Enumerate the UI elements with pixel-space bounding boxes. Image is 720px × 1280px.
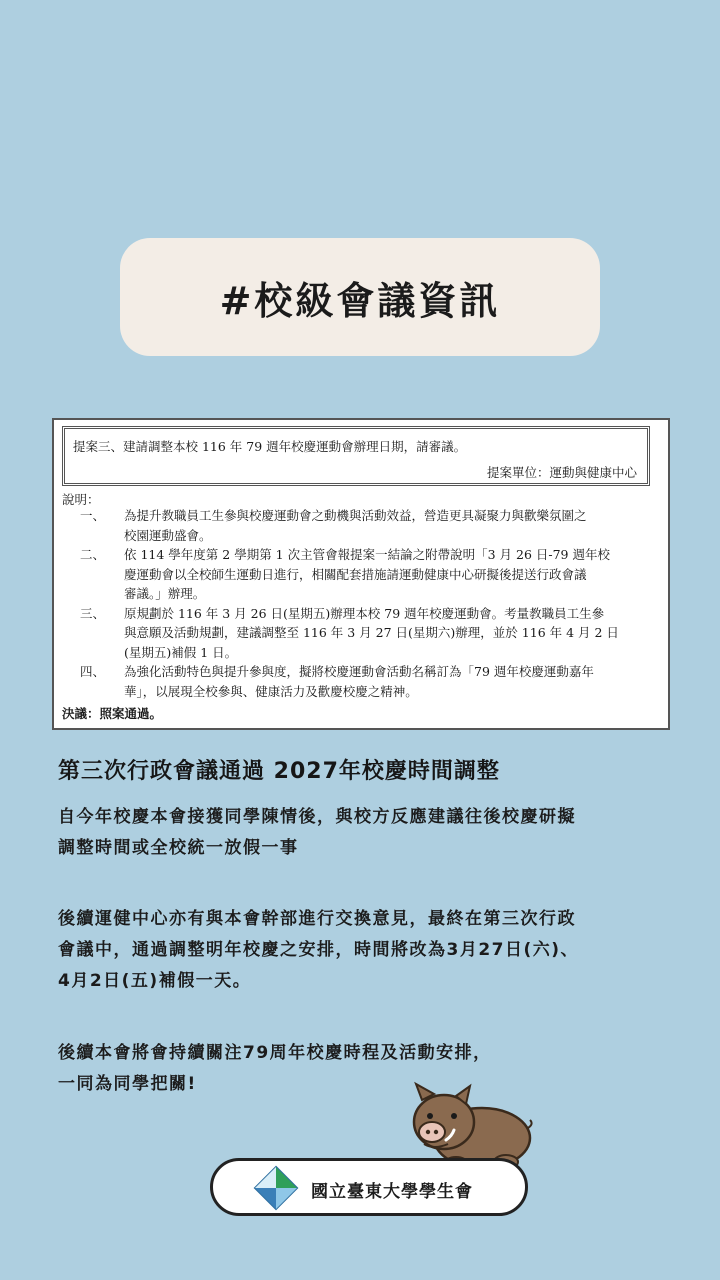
item-number: 一、 bbox=[80, 508, 106, 523]
paragraph-line: 一同為同學把關! bbox=[58, 1074, 197, 1094]
paragraph-line: 自今年校慶本會接獲同學陳情後，與校方反應建議往後校慶研擬 bbox=[58, 807, 576, 827]
title-banner bbox=[120, 238, 600, 356]
item-line: 為提升教職員工生參與校慶運動會之動機與活動效益，營造更具凝聚力與歡樂氛圍之 bbox=[124, 508, 587, 523]
paragraph-line: 4月2日(五)補假一天。 bbox=[58, 971, 252, 991]
item-line: 審議。」辦理。 bbox=[124, 586, 206, 601]
item-line: (星期五)補假 1 日。 bbox=[124, 644, 238, 660]
university-logo-icon bbox=[253, 1165, 299, 1211]
paragraph-2 bbox=[58, 904, 579, 997]
footer-badge bbox=[210, 1158, 528, 1216]
item-line: 慶運動會以全校師生運動日進行，相關配套措施請運動健康中心研擬後提送行政會議 bbox=[124, 566, 587, 582]
proposal-box bbox=[62, 426, 650, 486]
explain-items bbox=[80, 506, 662, 701]
item-line: 校園運動盛會。 bbox=[124, 527, 212, 543]
proposal-unit: 提案單位：運動與健康中心 bbox=[486, 465, 637, 480]
explain-item bbox=[80, 506, 662, 545]
item-line: 華」，以展現全校參與、健康活力及歡慶校慶之精神。 bbox=[124, 683, 418, 699]
student-association-name: 國立臺東大學學生會 bbox=[311, 1182, 473, 1202]
item-number: 三、 bbox=[80, 605, 106, 621]
explain-item bbox=[80, 604, 662, 663]
paragraph-1 bbox=[58, 802, 576, 864]
proposal-title: 提案三、建請調整本校 116 年 79 週年校慶運動會辦理日期，請審議。 bbox=[73, 439, 467, 454]
meeting-document-excerpt bbox=[52, 418, 670, 730]
item-line: 依 114 學年度第 2 學期第 1 次主管會報提案一結論之附帶說明「3 月 26 日-79 週年校 bbox=[124, 547, 610, 562]
resolution: 決議：照案通過。 bbox=[62, 706, 163, 721]
explain-item bbox=[80, 662, 662, 701]
headline: 第三次行政會議通過 2027年校慶時間調整 bbox=[58, 759, 500, 784]
explain-label: 說明： bbox=[62, 492, 100, 507]
paragraph-line: 調整時間或全校統一放假一事 bbox=[58, 838, 299, 858]
page-title: #校級會議資訊 bbox=[219, 278, 501, 323]
paragraph-line: 後續運健中心亦有與本會幹部進行交換意見，最終在第三次行政 bbox=[58, 909, 576, 929]
paragraph-line: 會議中，通過調整明年校慶之安排，時間將改為3月27日(六)、 bbox=[58, 940, 580, 960]
item-number: 二、 bbox=[80, 547, 106, 562]
item-number: 四、 bbox=[80, 664, 106, 679]
paragraph-line: 後續本會將會持續關注79周年校慶時程及活動安排， bbox=[58, 1043, 492, 1063]
item-line: 原規劃於 116 年 3 月 26 日(星期五)辦理本校 79 週年校慶運動會。考量教職員工生參 bbox=[124, 605, 605, 621]
item-line: 與意願及活動規劃，建議調整至 116 年 3 月 27 日(星期六)辦理，並於 116 年 4 月 2 日 bbox=[124, 625, 619, 640]
explain-item bbox=[80, 545, 662, 604]
item-line: 為強化活動特色與提升參與度，擬將校慶運動會活動名稱訂為「79 週年校慶運動嘉年 bbox=[124, 664, 594, 679]
